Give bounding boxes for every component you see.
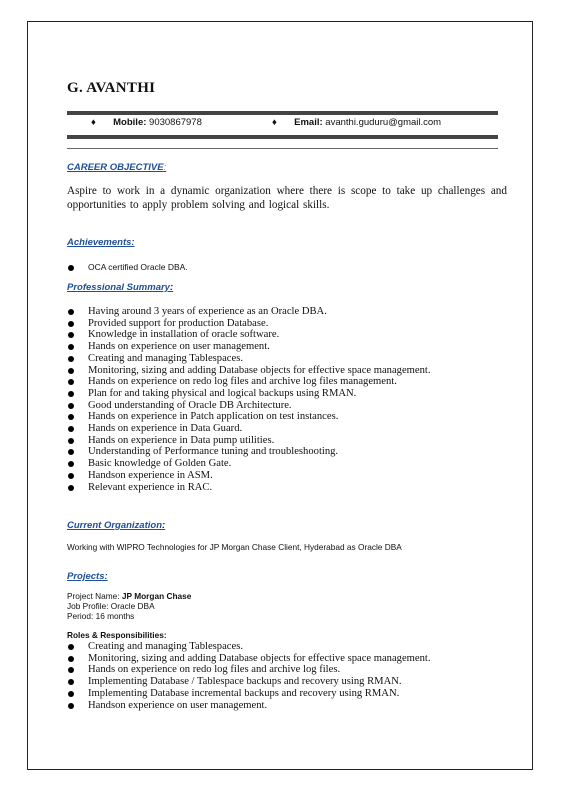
header-rule-top bbox=[67, 111, 498, 115]
list-item: Implementing Database / Tablespace backups and recovery using RMAN. bbox=[67, 676, 431, 688]
achievements-list bbox=[67, 262, 188, 274]
mobile-contact bbox=[91, 117, 202, 128]
candidate-name: G. AVANTHI bbox=[67, 80, 156, 96]
current-organization-text: Working with WIPRO Technologies for JP Morgan Chase Client, Hyderabad as Oracle DBA bbox=[67, 542, 402, 552]
email-label: Email: bbox=[294, 117, 323, 128]
career-objective-text: Aspire to work in a dynamic organization where there is scope to take up challenges and opportunities to apply problem solving and logical skills. bbox=[67, 185, 507, 211]
roles-heading: Roles & Responsibilities: bbox=[67, 630, 167, 640]
list-item: Creating and managing Tablespaces. bbox=[67, 641, 431, 653]
project-name: Project Name: JP Morgan Chase bbox=[67, 591, 192, 601]
mobile-value: 9030867978 bbox=[149, 117, 202, 128]
professional-summary-list bbox=[67, 306, 431, 493]
projects-heading: Projects: bbox=[67, 571, 108, 582]
list-item: Provided support for production Database. bbox=[67, 318, 431, 330]
list-item: Hands on experience in Patch application on test instances. bbox=[67, 411, 431, 423]
diamond-bullet-icon: ♦ bbox=[272, 117, 277, 128]
list-item: Hands on experience on user management. bbox=[67, 341, 431, 353]
list-item: Relevant experience in RAC. bbox=[67, 482, 431, 494]
roles-list bbox=[67, 641, 431, 711]
list-item: OCA certified Oracle DBA. bbox=[67, 262, 188, 274]
list-item: Plan for and taking physical and logical backups using RMAN. bbox=[67, 388, 431, 400]
diamond-bullet-icon: ♦ bbox=[91, 117, 96, 128]
list-item: Hands on experience in Data Guard. bbox=[67, 423, 431, 435]
list-item: Basic knowledge of Golden Gate. bbox=[67, 458, 431, 470]
list-item: Good understanding of Oracle DB Architecture. bbox=[67, 400, 431, 412]
header-rule-bottom bbox=[67, 135, 498, 139]
list-item: Hands on experience in Data pump utilities. bbox=[67, 435, 431, 447]
email-value: avanthi.guduru@gmail.com bbox=[325, 117, 442, 128]
job-profile: Job Profile: Oracle DBA bbox=[67, 601, 155, 611]
professional-summary-heading: Professional Summary: bbox=[67, 282, 174, 293]
list-item: Having around 3 years of experience as an Oracle DBA. bbox=[67, 306, 431, 318]
list-item: Hands on experience on redo log files and archive log files. bbox=[67, 664, 431, 676]
list-item: Implementing Database incremental backups and recovery using RMAN. bbox=[67, 688, 431, 700]
list-item: Monitoring, sizing and adding Database objects for effective space management. bbox=[67, 653, 431, 665]
list-item: Handson experience on user management. bbox=[67, 700, 431, 712]
list-item: Knowledge in installation of oracle software. bbox=[67, 329, 431, 341]
achievements-heading: Achievements: bbox=[67, 237, 135, 248]
list-item: Creating and managing Tablespaces. bbox=[67, 353, 431, 365]
career-objective-heading: CAREER OBJECTIVE: bbox=[67, 162, 167, 173]
current-organization-heading: Current Organization: bbox=[67, 520, 166, 531]
header-rule-thin bbox=[67, 148, 498, 149]
project-period: Period: 16 months bbox=[67, 611, 135, 621]
list-item: Understanding of Performance tuning and troubleshooting. bbox=[67, 446, 431, 458]
list-item: Hands on experience on redo log files and archive log files management. bbox=[67, 376, 431, 388]
list-item: Handson experience in ASM. bbox=[67, 470, 431, 482]
mobile-label: Mobile: bbox=[113, 117, 147, 128]
list-item: Monitoring, sizing and adding Database objects for effective space management. bbox=[67, 365, 431, 377]
email-contact bbox=[272, 117, 441, 128]
